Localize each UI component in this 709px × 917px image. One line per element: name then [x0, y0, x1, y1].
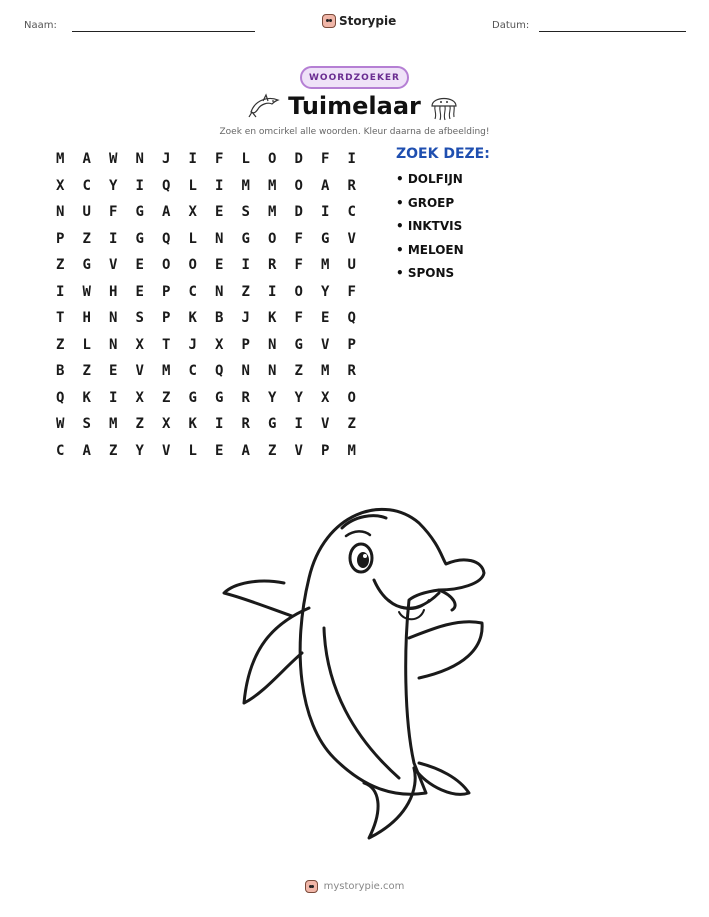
grid-letter[interactable]: M	[321, 257, 330, 274]
grid-letter[interactable]: V	[321, 416, 330, 433]
grid-letter[interactable]: G	[268, 416, 277, 433]
word-list-item: • SPONS	[396, 266, 455, 280]
grid-letter[interactable]: G	[241, 230, 250, 247]
name-line	[72, 31, 255, 32]
grid-letter[interactable]: Z	[241, 283, 250, 300]
grid-letter[interactable]: T	[162, 336, 171, 353]
grid-letter[interactable]: I	[241, 257, 250, 274]
grid-letter[interactable]: Y	[268, 389, 277, 406]
grid-letter[interactable]: F	[294, 257, 303, 274]
grid-letter[interactable]: F	[294, 230, 303, 247]
grid-letter[interactable]: N	[268, 363, 277, 380]
grid-letter[interactable]: I	[109, 389, 118, 406]
grid-letter[interactable]: B	[56, 363, 65, 380]
grid-letter[interactable]: H	[109, 283, 118, 300]
category-badge: WOORDZOEKER	[300, 66, 409, 89]
grid-letter[interactable]: N	[109, 336, 118, 353]
date-line	[539, 31, 686, 32]
grid-letter[interactable]: J	[241, 310, 250, 327]
grid-letter[interactable]: X	[135, 389, 144, 406]
grid-letter[interactable]: Q	[162, 230, 171, 247]
grid-letter[interactable]: P	[56, 230, 65, 247]
grid-letter[interactable]: Z	[135, 416, 144, 433]
grid-letter[interactable]: X	[321, 389, 330, 406]
grid-letter[interactable]: J	[188, 336, 197, 353]
grid-letter[interactable]: Z	[82, 363, 91, 380]
grid-letter[interactable]: Z	[294, 363, 303, 380]
grid-letter[interactable]: N	[215, 283, 224, 300]
grid-letter[interactable]: F	[347, 283, 356, 300]
grid-letter[interactable]: M	[347, 442, 356, 459]
grid-letter[interactable]: Q	[215, 363, 224, 380]
grid-letter[interactable]: M	[321, 363, 330, 380]
grid-letter[interactable]: S	[241, 204, 250, 221]
grid-letter[interactable]: F	[215, 151, 224, 168]
grid-letter[interactable]: G	[135, 204, 144, 221]
grid-letter[interactable]: R	[268, 257, 277, 274]
grid-letter[interactable]: M	[109, 416, 118, 433]
grid-letter[interactable]: P	[162, 310, 171, 327]
grid-letter[interactable]: Q	[347, 310, 356, 327]
grid-letter[interactable]: V	[109, 257, 118, 274]
grid-letter[interactable]: R	[347, 363, 356, 380]
grid-letter[interactable]: I	[188, 151, 197, 168]
grid-letter[interactable]: A	[321, 177, 330, 194]
grid-letter[interactable]: L	[241, 151, 250, 168]
word-list-item: • GROEP	[396, 195, 455, 210]
grid-letter[interactable]: P	[347, 336, 356, 353]
grid-letter[interactable]: E	[215, 257, 224, 274]
grid-letter[interactable]: E	[321, 310, 330, 327]
grid-letter[interactable]: T	[56, 310, 65, 327]
grid-letter[interactable]: A	[82, 442, 91, 459]
grid-letter[interactable]: W	[56, 416, 65, 433]
grid-letter[interactable]: E	[215, 442, 224, 459]
grid-letter[interactable]: A	[82, 151, 91, 168]
grid-letter[interactable]: S	[82, 416, 91, 433]
grid-letter[interactable]: V	[347, 230, 356, 247]
grid-letter[interactable]: N	[215, 230, 224, 247]
grid-letter[interactable]: X	[56, 177, 65, 194]
grid-letter[interactable]: G	[215, 389, 224, 406]
grid-letter[interactable]: C	[188, 363, 197, 380]
grid-letter[interactable]: O	[294, 283, 303, 300]
grid-letter[interactable]: Z	[56, 336, 65, 353]
grid-letter[interactable]: O	[268, 230, 277, 247]
grid-letter[interactable]: I	[347, 151, 356, 168]
grid-letter[interactable]: O	[268, 151, 277, 168]
grid-letter[interactable]: D	[294, 204, 303, 221]
page-title: Tuimelaar	[288, 92, 421, 120]
grid-letter[interactable]: A	[241, 442, 250, 459]
grid-letter[interactable]: N	[135, 151, 144, 168]
grid-letter[interactable]: V	[294, 442, 303, 459]
grid-letter[interactable]: V	[135, 363, 144, 380]
grid-letter[interactable]: K	[188, 310, 197, 327]
word-list-heading: ZOEK DEZE:	[396, 146, 490, 162]
grid-letter[interactable]: M	[162, 363, 171, 380]
grid-letter[interactable]: H	[82, 310, 91, 327]
grid-letter[interactable]: Y	[135, 442, 144, 459]
grid-letter[interactable]: V	[162, 442, 171, 459]
grid-letter[interactable]: X	[162, 416, 171, 433]
grid-letter[interactable]: G	[294, 336, 303, 353]
grid-letter[interactable]: O	[347, 389, 356, 406]
jellyfish-icon	[428, 92, 460, 122]
grid-letter[interactable]: S	[135, 310, 144, 327]
grid-letter[interactable]: X	[135, 336, 144, 353]
grid-letter[interactable]: J	[162, 151, 171, 168]
grid-letter[interactable]: Q	[56, 389, 65, 406]
storypie-logo-icon	[305, 880, 318, 893]
word-search-grid	[47, 146, 365, 464]
grid-letter[interactable]: R	[241, 389, 250, 406]
grid-letter[interactable]: B	[215, 310, 224, 327]
grid-letter[interactable]: C	[56, 442, 65, 459]
grid-letter[interactable]: I	[294, 416, 303, 433]
grid-letter[interactable]: U	[347, 257, 356, 274]
word-list-item: • DOLFIJN	[396, 172, 463, 186]
storypie-logo-icon	[322, 14, 336, 28]
grid-letter[interactable]: I	[268, 283, 277, 300]
grid-letter[interactable]: P	[321, 442, 330, 459]
grid-letter[interactable]: Q	[162, 177, 171, 194]
grid-letter[interactable]: R	[347, 177, 356, 194]
word-list-item: • INKTVIS	[396, 219, 463, 233]
grid-letter[interactable]: Y	[109, 177, 118, 194]
grid-letter[interactable]: I	[109, 230, 118, 247]
grid-letter[interactable]: E	[215, 204, 224, 221]
brand-name: Storypie	[339, 14, 397, 28]
grid-letter[interactable]: L	[82, 336, 91, 353]
grid-letter[interactable]: Y	[294, 389, 303, 406]
grid-letter[interactable]: I	[56, 283, 65, 300]
grid-letter[interactable]: I	[135, 177, 144, 194]
grid-letter[interactable]: L	[188, 177, 197, 194]
date-label: Datum:	[492, 20, 530, 31]
grid-letter[interactable]: E	[135, 283, 144, 300]
grid-letter[interactable]: M	[268, 177, 277, 194]
brand-logo	[322, 14, 396, 28]
grid-letter[interactable]: L	[188, 442, 197, 459]
grid-letter[interactable]: M	[268, 204, 277, 221]
grid-letter[interactable]: C	[82, 177, 91, 194]
grid-letter[interactable]: K	[188, 416, 197, 433]
grid-letter[interactable]: G	[82, 257, 91, 274]
grid-letter[interactable]: V	[321, 336, 330, 353]
grid-letter[interactable]: M	[56, 151, 65, 168]
grid-letter[interactable]: E	[109, 363, 118, 380]
grid-letter[interactable]: P	[162, 283, 171, 300]
grid-letter[interactable]: Z	[109, 442, 118, 459]
grid-letter[interactable]: Z	[162, 389, 171, 406]
grid-letter[interactable]: G	[321, 230, 330, 247]
grid-letter[interactable]: A	[162, 204, 171, 221]
word-list	[396, 146, 490, 290]
grid-letter[interactable]: O	[294, 177, 303, 194]
grid-letter[interactable]: R	[241, 416, 250, 433]
grid-letter[interactable]: O	[188, 257, 197, 274]
grid-letter[interactable]: D	[294, 151, 303, 168]
grid-letter[interactable]: I	[215, 177, 224, 194]
grid-letter[interactable]: P	[241, 336, 250, 353]
grid-letter[interactable]: E	[135, 257, 144, 274]
grid-letter[interactable]: Z	[268, 442, 277, 459]
grid-letter[interactable]: Z	[347, 416, 356, 433]
grid-letter[interactable]: N	[241, 363, 250, 380]
grid-letter[interactable]: C	[188, 283, 197, 300]
grid-letter[interactable]: F	[109, 204, 118, 221]
name-label: Naam:	[24, 20, 57, 31]
grid-letter[interactable]: N	[56, 204, 65, 221]
grid-letter[interactable]: L	[188, 230, 197, 247]
grid-letter[interactable]: C	[347, 204, 356, 221]
footer-url: mystorypie.com	[323, 881, 405, 892]
grid-letter[interactable]: U	[82, 204, 91, 221]
grid-letter[interactable]: X	[188, 204, 197, 221]
dolphin-coloring-illustration	[214, 488, 504, 858]
footer	[0, 880, 709, 893]
grid-letter[interactable]: G	[188, 389, 197, 406]
grid-letter[interactable]: I	[215, 416, 224, 433]
grid-letter[interactable]: O	[162, 257, 171, 274]
grid-letter[interactable]: Y	[321, 283, 330, 300]
grid-letter[interactable]: W	[109, 151, 118, 168]
grid-letter[interactable]: Z	[82, 230, 91, 247]
instructions: Zoek en omcirkel alle woorden. Kleur daarna de afbeelding!	[219, 127, 490, 137]
grid-letter[interactable]: I	[321, 204, 330, 221]
grid-letter[interactable]: X	[215, 336, 224, 353]
grid-letter[interactable]: K	[268, 310, 277, 327]
grid-letter[interactable]: N	[109, 310, 118, 327]
grid-letter[interactable]: G	[135, 230, 144, 247]
grid-letter[interactable]: Z	[56, 257, 65, 274]
grid-letter[interactable]: M	[241, 177, 250, 194]
grid-letter[interactable]: N	[268, 336, 277, 353]
grid-letter[interactable]: F	[294, 310, 303, 327]
word-list-item: • MELOEN	[396, 242, 464, 257]
grid-letter[interactable]: K	[82, 389, 91, 406]
grid-letter[interactable]: F	[321, 151, 330, 168]
grid-letter[interactable]: W	[82, 283, 91, 300]
